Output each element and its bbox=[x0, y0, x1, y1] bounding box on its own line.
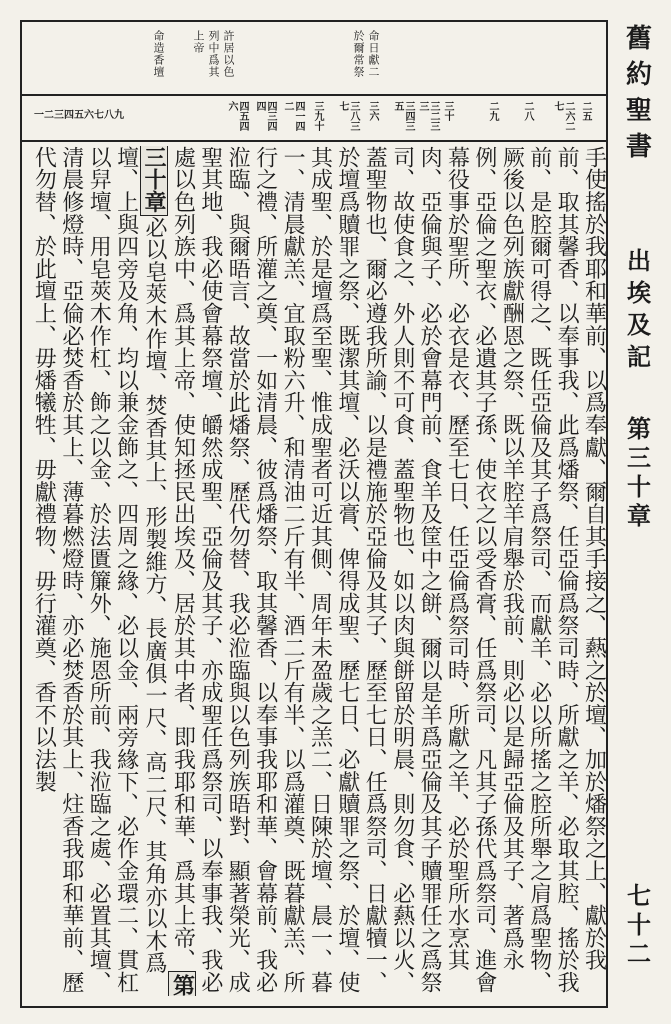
cross-reference-block bbox=[22, 22, 606, 96]
verse-index-label: 二五 bbox=[580, 101, 591, 121]
verse-index-label: 四三四四 bbox=[254, 101, 276, 131]
book-title: 舊約聖書 bbox=[621, 24, 652, 168]
verse-index-label: 一二三四五六七八九 bbox=[34, 110, 124, 121]
verse-index-label: 二九 bbox=[487, 101, 498, 121]
section-title: 出埃及記 bbox=[622, 248, 652, 376]
page-number: 七十二 bbox=[622, 883, 652, 970]
cross-reference-note: 上帝 bbox=[192, 30, 205, 54]
verse-index-label: 三四三五 bbox=[392, 101, 414, 131]
cross-reference-note: 命造香壇 bbox=[152, 30, 165, 78]
verse-index-label: 二八 bbox=[522, 101, 533, 121]
cross-reference-note: 許居以色 bbox=[222, 30, 235, 78]
verse-index-label: 三六 bbox=[367, 101, 378, 121]
cross-reference-note: 列中爲其 bbox=[207, 30, 220, 78]
chapter-heading: 第三十章 bbox=[141, 146, 196, 997]
verse-index-label: 三十 bbox=[442, 101, 453, 121]
main-text-area bbox=[30, 146, 607, 1002]
cross-reference-note: 於爾常祭 bbox=[352, 30, 365, 78]
scripture-text bbox=[30, 146, 608, 1002]
text-exodus-30-start: 必以皂莢木作壇、焚香其上、形製維方、長廣俱一尺、高二尺、其角亦以木爲壇、上與四旁及角、均以兼金飾之、四周之緣、必以金、兩旁緣下、必作金環二、貫杠以舁壇、用皂莢木作杠、飾之以金、於法匱簾外、施恩所前、我涖臨之處、必置其壇、清晨修燈時、亞倫必焚香於其上、薄暮燃燈時、亦必焚香於其上、炷香我耶和華前、歷代勿替、於此壇上、毋燔犧牲、毋獻禮物、毋行灌奠、香不以法製 bbox=[31, 146, 168, 994]
chapter-title: 第三十章 bbox=[622, 416, 652, 532]
verse-index-label: 三八三七 bbox=[337, 101, 359, 131]
running-head bbox=[612, 20, 662, 1010]
verse-index-label: 三二三三 bbox=[417, 101, 439, 131]
verse-index-strip bbox=[22, 96, 606, 142]
verse-index-label: 四一四二 bbox=[282, 101, 304, 131]
verse-index-label: 四五四六 bbox=[226, 101, 248, 131]
verse-index-label: 二六二七 bbox=[552, 101, 574, 131]
cross-reference-note: 命日獻二 bbox=[367, 30, 380, 78]
verse-index-label: 三九十 bbox=[312, 101, 323, 131]
text-exodus-29-end: 手使搖於我耶和華前、以爲奉獻、爾自其手接之、爇之於壇、加於燔祭之上、獻於我前、取其馨香、以奉事我、此爲燔祭、任亞倫爲祭司時、所獻之羊、必取其腔、搖於我前、是腔爾可得之、既任亞倫及其子爲祭司、而獻羊、必以所搖之腔所舉之肩爲聖物、厥後以色列族獻酬恩之祭、既以羊腔羊肩舉於我前、則必以是歸亞倫及其子、著爲永例、亞倫之聖衣、必遺其子孫、使衣之以受香膏、任爲祭司、凡其子孫代爲祭司、進會幕役事於聖所、必衣是衣、歷至七日、任亞倫爲祭司時、所獻之羊、必於聖所水烹其肉、亞倫與子、必於會幕門前、食羊及筐中之餅、爾以是羊爲亞倫及其子贖罪任之爲祭司、故使食之、外人則不可食、蓋聖物也、如以肉與餅留於明晨、則勿食、必爇以火、蓋聖物也、爾必遵我所諭、以是禮施於亞倫及其子、歷至七日、任爲祭司、日獻犢一、於壇爲贖罪之祭、既潔其壇、必沃以膏、俾得成聖、歷七日、必獻贖罪之祭、於壇、使其成聖、於是壇爲至聖、惟成聖者可近其側、周年未盈歲之羔二、日陳於壇、晨一、暮一、清晨獻羔、宜取粉六升、和清油二斤有半、酒二斤有半、以爲灌奠、既暮獻羔、所行之禮、所灌之奠、一如清晨、彼爲燔祭、取其馨香、以奉事我耶和華、會幕前、我必涖臨、與爾晤言、故當於此燔祭、歷代勿替、我必涖臨與以色列族晤對、顯著榮光、成聖其地、我必使會幕祭壇、皭然成聖、亞倫及其子、亦成聖任爲祭司、以奉事我、我必處以色列族中、爲其上帝、使知拯民出埃及、居於其中者、即我耶和華、爲其上帝、 bbox=[170, 146, 607, 994]
